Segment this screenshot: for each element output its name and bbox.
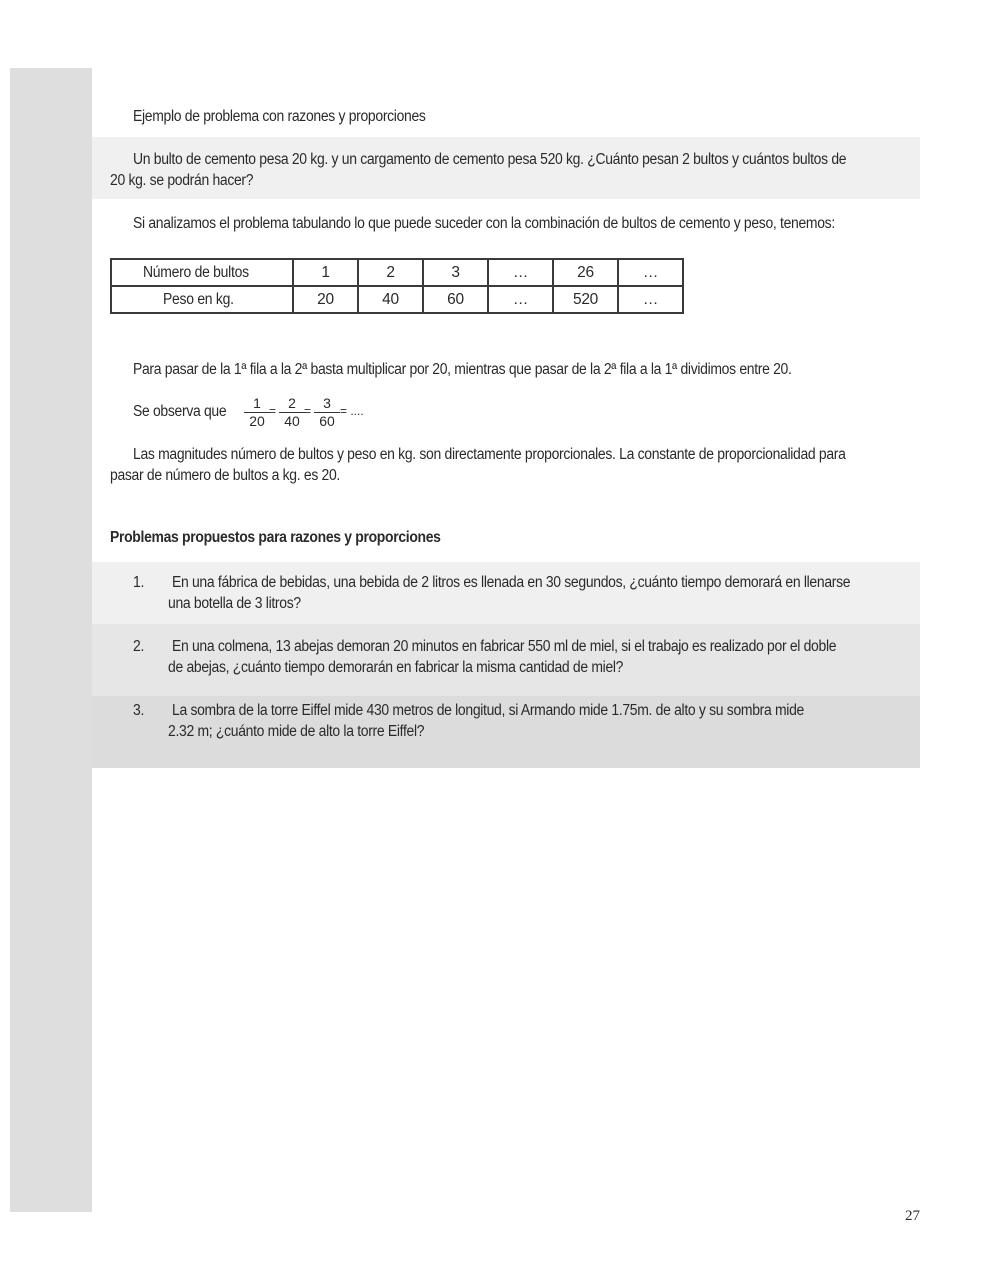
- problem-1-line-2: una botella de 3 litros?: [168, 595, 301, 612]
- fraction-denominator: 20: [249, 413, 265, 429]
- table-cell: …: [618, 286, 683, 313]
- observe-label: Se observa que: [133, 403, 227, 420]
- rule-text: Para pasar de la 1ª fila a la 2ª basta multiplicar por 20, mientras que pasar de la 2ª fila a la 1ª dividimos entre 20.: [133, 361, 792, 378]
- table-cell: Peso en kg.: [111, 286, 293, 313]
- problem-1-line-1: En una fábrica de bebidas, una bebida de 2 litros es llenada en 30 segundos, ¿cuánto tiempo demorará en llenarse: [172, 574, 851, 591]
- example-title: Ejemplo de problema con razones y proporciones: [133, 108, 426, 125]
- table-cell: Número de bultos: [111, 259, 293, 286]
- problem-statement-line-1: Un bulto de cemento pesa 20 kg. y un cargamento de cemento pesa 520 kg. ¿Cuánto pesan 2 bultos y cuántos bultos de: [133, 151, 847, 168]
- problem-3-number: 3.: [133, 702, 145, 719]
- problem-3-line-2: 2.32 m; ¿cuánto mide de alto la torre Eiffel?: [168, 723, 425, 740]
- proposed-problems-heading: Problemas propuestos para razones y proporciones: [110, 529, 441, 546]
- equals-ellipsis: = ....: [340, 404, 364, 418]
- table-cell: 60: [423, 286, 488, 313]
- table-cell: 520: [553, 286, 618, 313]
- table-cell: 40: [358, 286, 423, 313]
- left-margin-bar: [10, 68, 92, 1212]
- fraction-denominator: 40: [284, 413, 300, 429]
- table-cell: 26: [553, 259, 618, 286]
- fraction-numerator: 3: [314, 395, 340, 413]
- fraction-numerator: 2: [279, 395, 305, 413]
- table-cell: …: [488, 286, 553, 313]
- problem-2-number: 2.: [133, 638, 145, 655]
- table-cell: 20: [293, 286, 358, 313]
- table-cell: …: [618, 259, 683, 286]
- conclusion-line-2: pasar de número de bultos a kg. es 20.: [110, 467, 340, 484]
- table-cell: …: [488, 259, 553, 286]
- fraction-numerator: 1: [244, 395, 270, 413]
- fraction-3: [314, 395, 340, 430]
- fraction-2: [279, 395, 305, 430]
- equals-sign: =: [304, 404, 312, 418]
- table-cell: 3: [423, 259, 488, 286]
- problem-2-line-1: En una colmena, 13 abejas demoran 20 minutos en fabricar 550 ml de miel, si el trabajo es realizado por el doble: [172, 638, 837, 655]
- problem-2-line-2: de abejas, ¿cuánto tiempo demorarán en fabricar la misma cantidad de miel?: [168, 659, 624, 676]
- table-cell: 2: [358, 259, 423, 286]
- problem-3-line-1: La sombra de la torre Eiffel mide 430 metros de longitud, si Armando mide 1.75m. de alto y su sombra mide: [172, 702, 804, 719]
- fraction-1: [244, 395, 270, 430]
- problem-1-number: 1.: [133, 574, 145, 591]
- conclusion-line-1: Las magnitudes número de bultos y peso en kg. son directamente proporcionales. La constante de proporcionalidad para: [133, 446, 846, 463]
- equals-sign: =: [269, 404, 277, 418]
- analysis-text: Si analizamos el problema tabulando lo que puede suceder con la combinación de bultos de cemento y peso, tenemos:: [133, 215, 835, 232]
- table-row-peso: [111, 286, 683, 313]
- page-number: 27: [905, 1208, 920, 1224]
- fraction-denominator: 60: [319, 413, 335, 429]
- data-table: [110, 258, 684, 314]
- table-cell: 1: [293, 259, 358, 286]
- problem-statement-line-2: 20 kg. se podrán hacer?: [110, 172, 254, 189]
- table-row-bultos: [111, 259, 683, 286]
